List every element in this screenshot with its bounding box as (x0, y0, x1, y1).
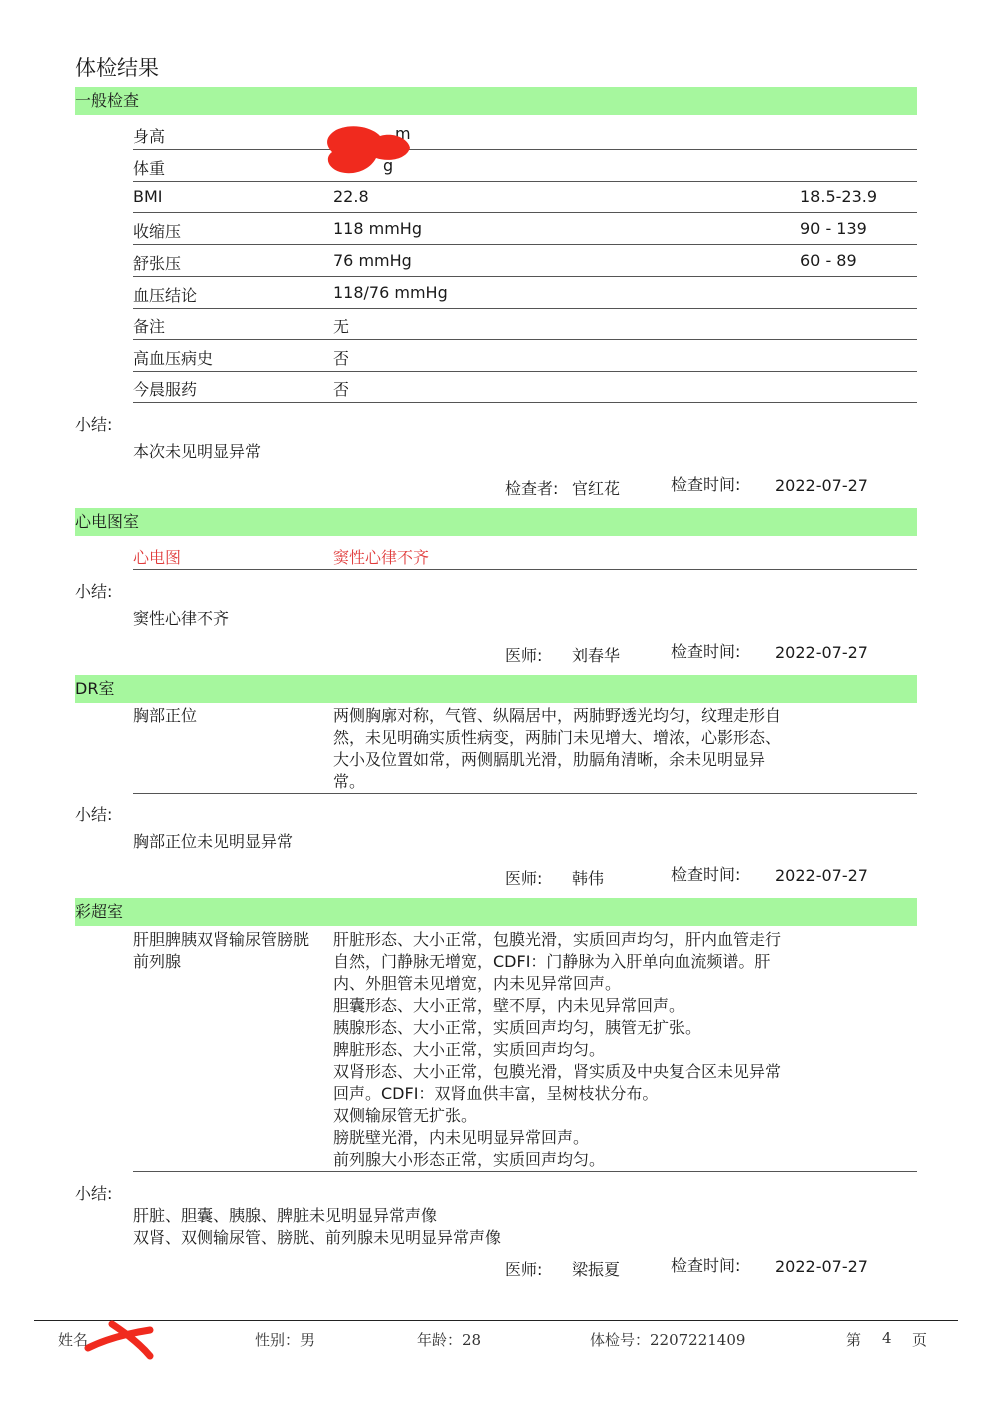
summary-text: 肝脏、胆囊、胰腺、脾脏未见明显异常声像 双肾、双侧输尿管、膀胱、前列腺未见明显异常声像 (133, 1206, 502, 1247)
footer-exam-number: 体检号：2207221409 (590, 1331, 746, 1349)
row-value: g (383, 156, 394, 175)
summary-label: 小结: (75, 1184, 113, 1203)
exam-time: 2022-07-27 (775, 643, 868, 662)
exam-time: 2022-07-27 (775, 1257, 868, 1276)
table-row (133, 308, 917, 340)
doctor-name: 刘春华 (572, 646, 621, 665)
row-value: 否 (333, 380, 350, 399)
exam-time-label: 检查时间: (671, 1256, 741, 1275)
row-value: 118/76 mmHg (333, 283, 448, 302)
row-value: 两侧胸廓对称，气管、纵隔居中，两肺野透光均匀，纹理走形自 然，未见明确实质性病变，两肺门未见增大、增浓，心影形态、 大小及位置如常，两侧膈肌光滑，肋膈角清晰，余未见明显异 常。 (333, 706, 782, 791)
row-label: BMI (133, 187, 163, 206)
doctor-label: 医师: (505, 1260, 543, 1279)
exam-time: 2022-07-27 (775, 866, 868, 885)
exam-time-label: 检查时间: (671, 642, 741, 661)
table-row (133, 277, 917, 309)
summary-text: 本次未见明显异常 (133, 442, 262, 461)
row-label: 收缩压 (133, 222, 182, 241)
exam-time-label: 检查时间: (671, 865, 741, 884)
row-range: 90 - 139 (800, 219, 867, 238)
row-label: 身高 (133, 127, 166, 146)
row-label: 心电图 (133, 548, 182, 567)
table-row (133, 118, 917, 150)
table-row (133, 371, 917, 403)
examiner-name: 官红花 (572, 479, 621, 498)
row-label: 舒张压 (133, 254, 182, 273)
row-value: m (395, 124, 411, 143)
row-range: 60 - 89 (800, 251, 857, 270)
summary-text: 窦性心律不齐 (133, 609, 230, 628)
footer-gender: 性别：男 (255, 1331, 316, 1349)
redaction-scribble (318, 118, 418, 188)
row-label: 体重 (133, 159, 166, 178)
summary-label: 小结: (75, 582, 113, 601)
redaction-scribble (84, 1318, 156, 1362)
table-row (133, 929, 917, 1172)
summary-text: 胸部正位未见明显异常 (133, 832, 294, 851)
table-row (133, 705, 917, 794)
row-label: 备注 (133, 317, 166, 336)
row-value: 76 mmHg (333, 251, 412, 270)
row-value: 肝脏形态、大小正常，包膜光滑，实质回声均匀，肝内血管走行 自然，门静脉无增宽，CDFI：门静脉为入肝单向血流频谱。肝 内、外胆管未见增宽，内未见异常回声。 胆囊形态、大小正常，壁不厚，内未见异常回声。 胰腺形态、大小正常，实质回声均匀，胰管无扩张。 脾脏形态、大小正常，实质回声均匀。 双肾形态、大小正常，包膜光滑，肾实质及中央复合区未见异常 回声。CDFI：双肾血供丰富，呈树枝状分布。 双侧输尿管无扩张。 膀胱壁光滑，内未见明显异常回声。 前列腺大小形态正常，实质回声均匀。 (333, 930, 782, 1169)
section-header-dr: DR室 (75, 675, 917, 703)
table-row (133, 245, 917, 277)
section-header-ultrasound: 彩超室 (75, 898, 917, 926)
summary-label: 小结: (75, 415, 113, 434)
row-value: 118 mmHg (333, 219, 422, 238)
row-label: 胸部正位 (133, 706, 198, 725)
row-range: 18.5-23.9 (800, 187, 878, 206)
row-value: 否 (333, 349, 350, 368)
row-value: 无 (333, 317, 350, 336)
doctor-name: 韩伟 (572, 869, 605, 888)
footer-page-number: 4 (882, 1329, 892, 1347)
doctor-label: 医师: (505, 869, 543, 888)
summary-label: 小结: (75, 805, 113, 824)
doctor-label: 医师: (505, 646, 543, 665)
page-title: 体检结果 (75, 56, 159, 80)
row-label: 高血压病史 (133, 349, 214, 368)
row-value: 窦性心律不齐 (333, 548, 430, 567)
section-header-ecg: 心电图室 (75, 508, 917, 536)
table-row (133, 213, 917, 245)
row-value: 22.8 (333, 187, 369, 206)
row-label: 今晨服药 (133, 380, 198, 399)
footer-name: 姓名 (58, 1331, 89, 1349)
footer-page-suffix: 页 (912, 1331, 928, 1349)
exam-time: 2022-07-27 (775, 476, 868, 495)
doctor-name: 梁振夏 (572, 1260, 621, 1279)
exam-time-label: 检查时间: (671, 475, 741, 494)
footer-divider (34, 1320, 958, 1321)
row-label: 肝胆脾胰双肾输尿管膀胱 前列腺 (133, 930, 310, 971)
row-label: 血压结论 (133, 286, 198, 305)
table-row (133, 181, 917, 213)
footer-page-prefix: 第 (846, 1331, 862, 1349)
table-row (133, 340, 917, 372)
footer-age: 年龄：28 (417, 1331, 482, 1349)
section-header-general: 一般检查 (75, 87, 917, 115)
table-row (133, 150, 917, 182)
table-row (133, 539, 917, 570)
examiner-label: 检查者: (505, 479, 559, 498)
